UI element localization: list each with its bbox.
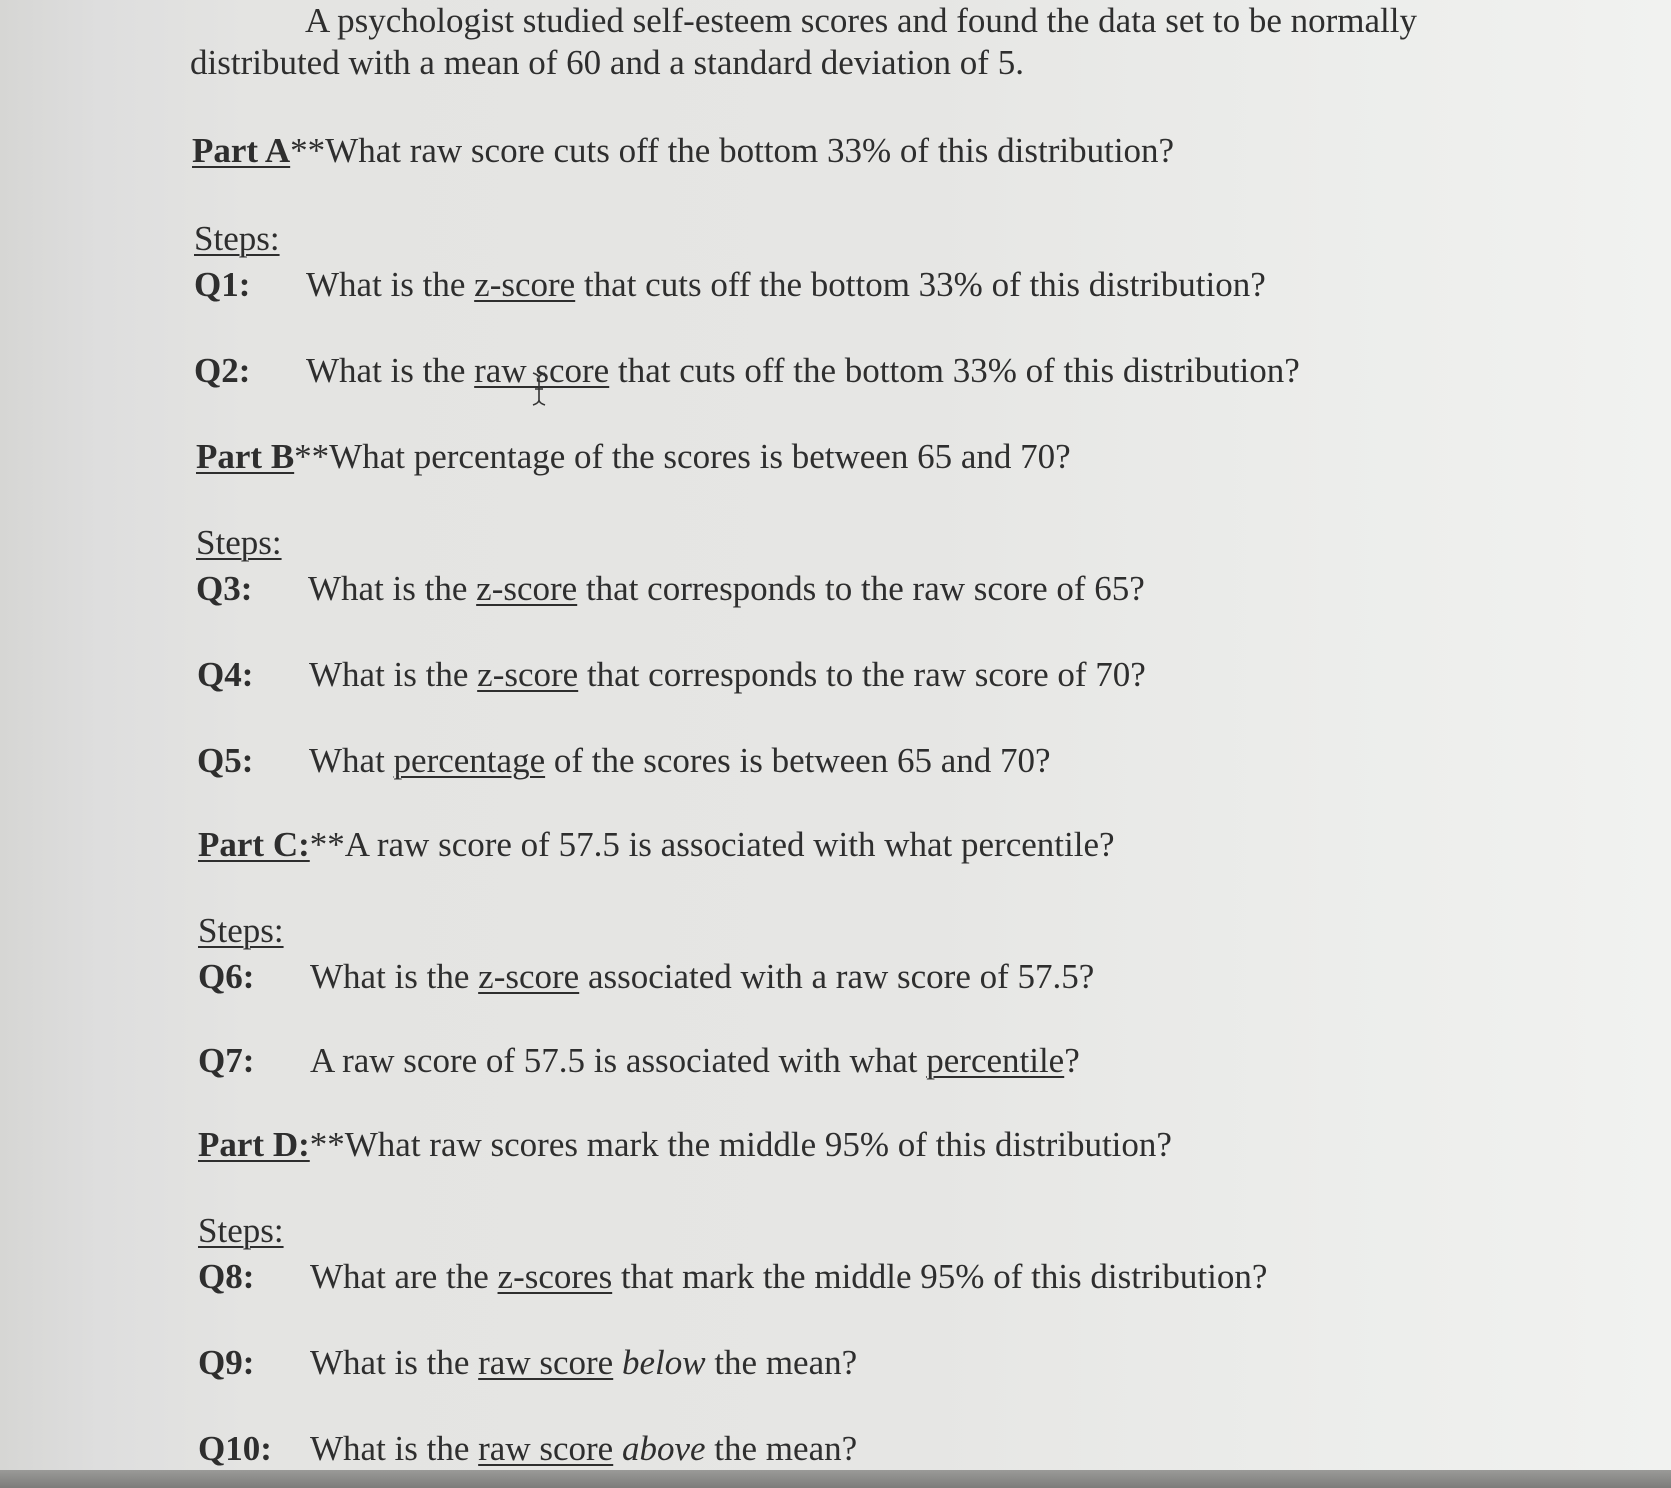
q5-number: Q5: <box>197 741 254 780</box>
q3-term: z-score <box>476 569 578 608</box>
q2-number: Q2: <box>194 351 251 390</box>
question-q4 <box>197 654 1146 696</box>
part-a-steps-label: Steps: <box>194 219 280 258</box>
q1-text-post: that cuts off the bottom 33% of this distribution? <box>575 265 1266 304</box>
part-c-steps-label: Steps: <box>198 911 284 950</box>
q8-number: Q8: <box>198 1257 255 1296</box>
q6-text-post: associated with a raw score of 57.5? <box>579 957 1095 996</box>
q6-text-pre: What is the <box>310 957 479 996</box>
q6-term: z-score <box>478 957 580 996</box>
q7-term: percentile <box>926 1041 1065 1080</box>
q4-text-pre: What is the <box>309 655 478 694</box>
q7-number: Q7: <box>198 1041 255 1080</box>
q5-term: percentage <box>393 741 546 780</box>
q10-text-post: the mean? <box>705 1429 858 1468</box>
part-b-steps-label: Steps: <box>196 523 282 562</box>
q10-text-pre: What is the <box>310 1429 479 1468</box>
q2-text-post: that cuts off the bottom 33% of this distribution? <box>609 351 1300 390</box>
q8-term: z-scores <box>497 1257 613 1296</box>
q3-text-pre: What is the <box>308 569 477 608</box>
part-b-marker: ** <box>294 437 330 476</box>
q8-text-pre: What are the <box>310 1257 498 1296</box>
q2-text-pre: What is the <box>306 351 475 390</box>
question-q6 <box>198 956 1094 998</box>
intro-line-2: distributed with a mean of 60 and a standard deviation of 5. <box>190 43 1024 82</box>
question-q3 <box>196 568 1145 610</box>
part-c-question: A raw score of 57.5 is associated with what percentile? <box>344 825 1115 864</box>
part-d-steps-label: Steps: <box>198 1211 284 1250</box>
q7-text-post: ? <box>1064 1041 1080 1080</box>
q1-text-pre: What is the <box>306 265 475 304</box>
part-b-heading <box>196 436 1071 478</box>
question-q10 <box>198 1428 857 1470</box>
part-d-question: What raw scores mark the middle 95% of this distribution? <box>344 1125 1172 1164</box>
part-a-heading <box>192 130 1174 172</box>
q4-term: z-score <box>477 655 579 694</box>
q3-text-post: that corresponds to the raw score of 65? <box>577 569 1145 608</box>
q10-number: Q10: <box>198 1429 272 1468</box>
q6-number: Q6: <box>198 957 255 996</box>
question-q7 <box>198 1040 1080 1082</box>
part-b-label: Part B <box>196 437 295 476</box>
part-a-label: Part A <box>192 131 291 170</box>
q1-term: z-score <box>474 265 576 304</box>
part-c-label: Part C: <box>198 825 310 864</box>
part-c-marker: ** <box>309 825 345 864</box>
q9-text-pre: What is the <box>310 1343 479 1382</box>
part-d-marker: ** <box>309 1125 345 1164</box>
q9-text-post: the mean? <box>705 1343 858 1382</box>
q10-term: raw score <box>478 1429 614 1468</box>
question-q1 <box>194 264 1266 306</box>
part-a-question: What raw score cuts off the bottom 33% of this distribution? <box>325 131 1175 170</box>
q2-term: raw score <box>474 351 610 390</box>
q3-number: Q3: <box>196 569 253 608</box>
question-q5 <box>197 740 1051 782</box>
intro-line-1: A psychologist studied self-esteem scores and found the data set to be normally <box>305 1 1417 40</box>
part-d-heading <box>198 1124 1172 1166</box>
q9-emphasis: below <box>621 1343 706 1382</box>
screen-bottom-edge <box>0 1470 1671 1488</box>
q10-emphasis: above <box>621 1429 706 1468</box>
q5-text-pre: What <box>309 741 394 780</box>
part-c-heading <box>198 824 1115 866</box>
question-q9 <box>198 1342 857 1384</box>
q9-term: raw score <box>478 1343 614 1382</box>
question-q8 <box>198 1256 1267 1298</box>
q1-number: Q1: <box>194 265 251 304</box>
part-b-question: What percentage of the scores is between 65 and 70? <box>329 437 1071 476</box>
text-cursor-icon <box>532 372 546 406</box>
q4-text-post: that corresponds to the raw score of 70? <box>578 655 1146 694</box>
q7-text-pre: A raw score of 57.5 is associated with what <box>310 1041 927 1080</box>
q4-number: Q4: <box>197 655 254 694</box>
q9-number: Q9: <box>198 1343 255 1382</box>
q8-text-post: that mark the middle 95% of this distribution? <box>612 1257 1268 1296</box>
part-d-label: Part D: <box>198 1125 310 1164</box>
q5-text-post: of the scores is between 65 and 70? <box>545 741 1051 780</box>
part-a-marker: ** <box>290 131 326 170</box>
question-q2 <box>194 350 1300 392</box>
